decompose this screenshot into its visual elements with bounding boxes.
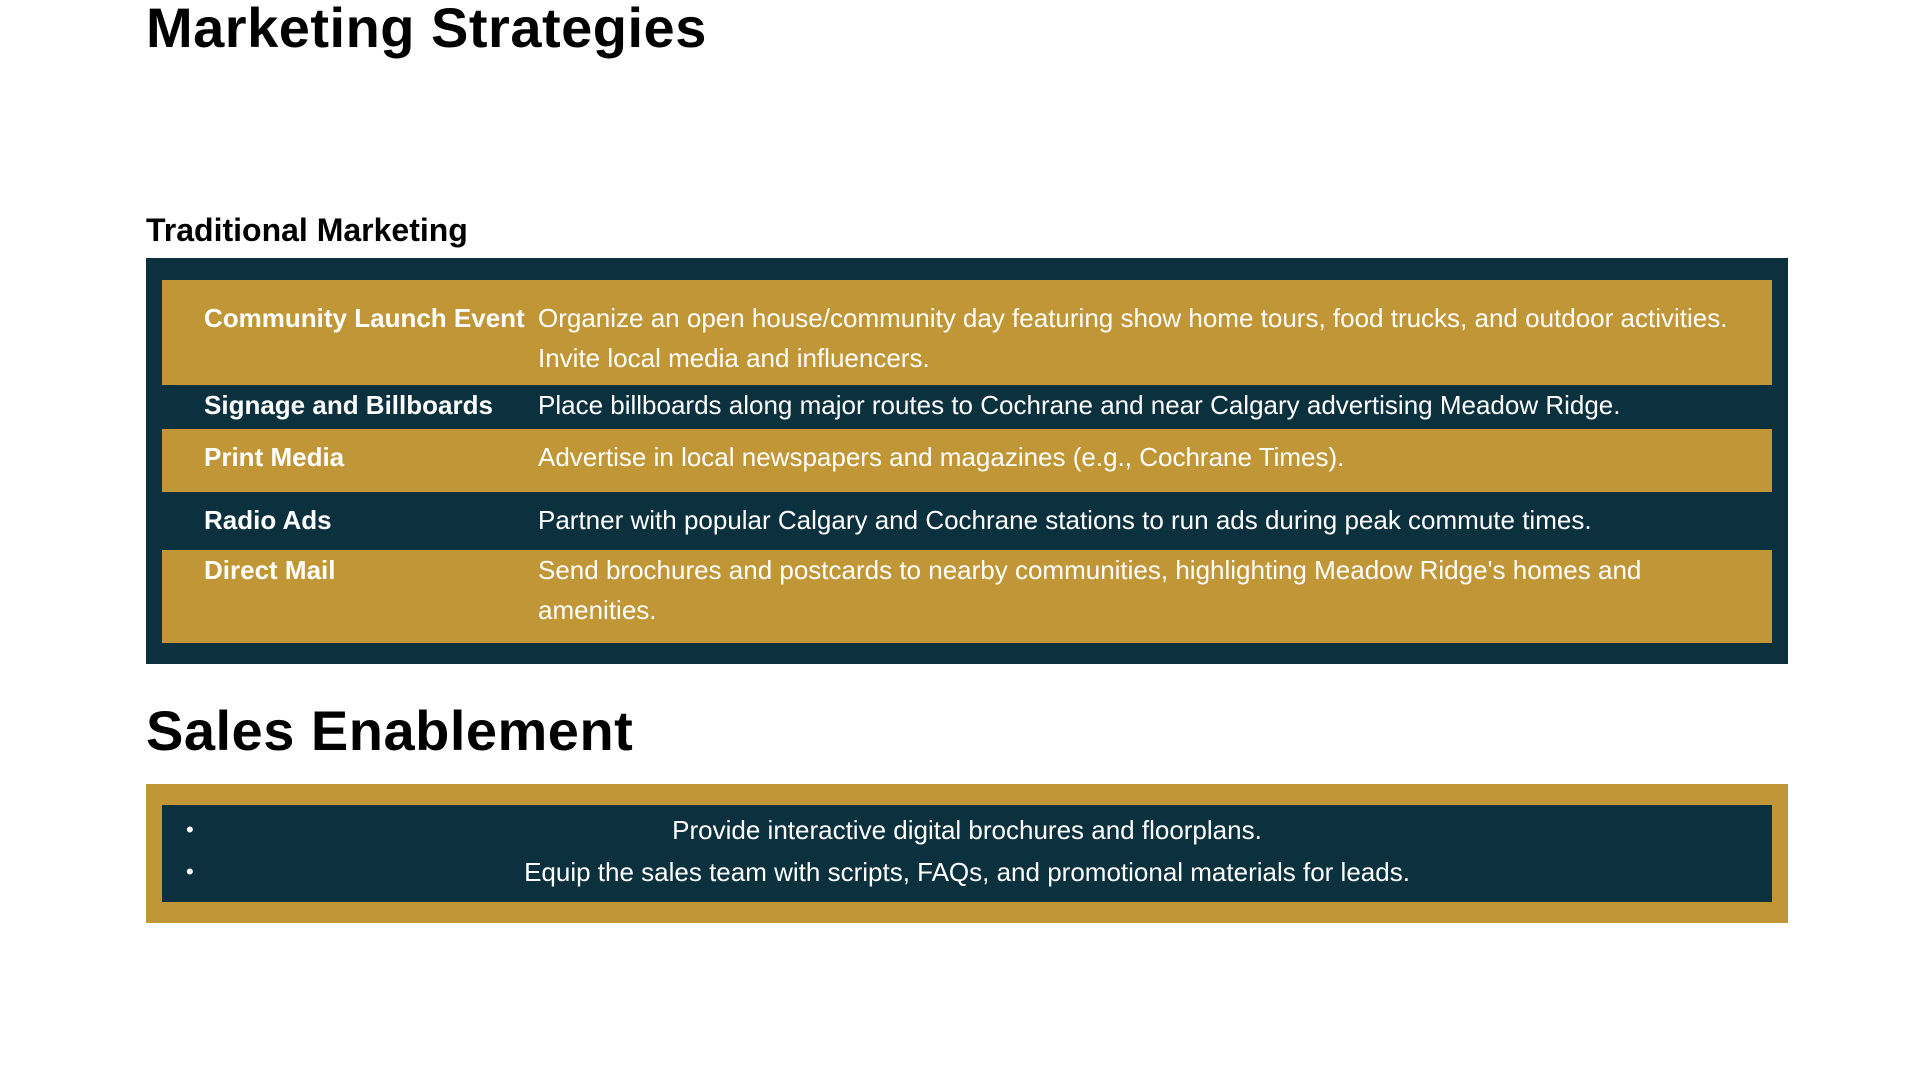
row-name: Print Media (204, 442, 345, 472)
page-title: Marketing Strategies (146, 0, 707, 59)
table-row-print-media (162, 429, 1772, 492)
row-description: Organize an open house/community day featuring show home tours, food trucks, and outdoor activities. Invite local media and influencers. (538, 303, 1728, 373)
row-name: Direct Mail (204, 555, 336, 585)
list-item-text: Provide interactive digital brochures and floorplans. (672, 815, 1262, 845)
list-item-text: Equip the sales team with scripts, FAQs, and promotional materials for leads. (524, 857, 1410, 887)
traditional-marketing-table (146, 258, 1788, 664)
bullet-icon: • (186, 859, 194, 884)
list-item (162, 809, 1772, 851)
table-row-radio-ads (162, 492, 1772, 550)
row-description: Place billboards along major routes to Cochrane and near Calgary advertising Meadow Ridge. (538, 390, 1621, 420)
row-description: Send brochures and postcards to nearby communities, highlighting Meadow Ridge's homes and amenities. (538, 555, 1642, 625)
sales-enablement-heading: Sales Enablement (146, 699, 634, 762)
row-description: Advertise in local newspapers and magazines (e.g., Cochrane Times). (538, 442, 1345, 472)
bullet-icon: • (186, 817, 194, 842)
table-row-signage-and-billboards (162, 385, 1772, 429)
sales-enablement-inner (162, 805, 1772, 902)
row-name: Radio Ads (204, 505, 332, 535)
row-description: Partner with popular Calgary and Cochrane stations to run ads during peak commute times. (538, 505, 1592, 535)
list-item (162, 851, 1772, 893)
traditional-marketing-heading: Traditional Marketing (146, 212, 468, 248)
sales-enablement-list (162, 809, 1772, 893)
table-row-direct-mail (162, 550, 1772, 643)
row-name: Community Launch Event (204, 303, 525, 333)
sales-enablement-box (146, 784, 1788, 923)
table-row-community-launch-event (162, 280, 1772, 385)
row-name: Signage and Billboards (204, 390, 493, 420)
